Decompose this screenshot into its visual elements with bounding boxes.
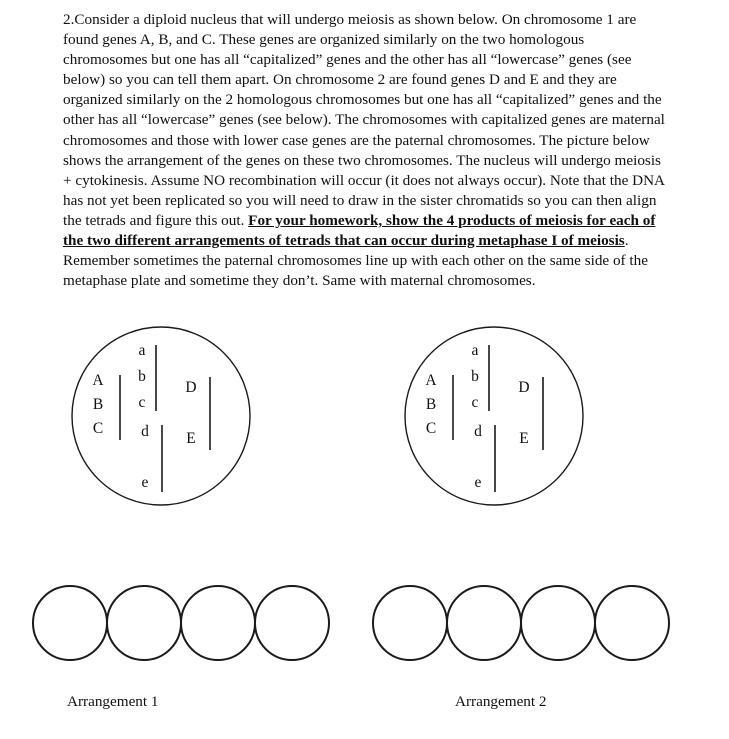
product-cell-circle <box>521 586 595 660</box>
product-cell-circle <box>595 586 669 660</box>
gene-label: d <box>141 423 149 440</box>
chromosome-1-maternal <box>92 372 120 440</box>
gene-label: e <box>141 474 149 491</box>
gene-label: E <box>186 430 196 447</box>
gene-label: b <box>471 368 479 385</box>
gene-label: A <box>425 372 437 389</box>
arrangement-2-label: Arrangement 2 <box>455 693 547 710</box>
nuclear-envelope-circle <box>72 327 250 505</box>
product-cell-circle <box>447 586 521 660</box>
chromosome-1-maternal <box>425 372 453 440</box>
arrangement-1-products <box>33 586 329 660</box>
chromosome-2-maternal <box>518 377 543 450</box>
product-cell-circle <box>373 586 447 660</box>
chromosome-2-maternal <box>185 377 210 450</box>
chromosome-2-paternal <box>474 423 495 492</box>
product-cell-circle <box>181 586 255 660</box>
gene-label: B <box>92 396 104 413</box>
chromosome-1-paternal <box>471 342 489 411</box>
gene-label: d <box>474 423 482 440</box>
gene-label: c <box>471 394 479 411</box>
product-cell-circle <box>33 586 107 660</box>
gene-label: c <box>138 394 146 411</box>
gene-label: A <box>92 372 104 389</box>
question-body-part-1: Consider a diploid nucleus that will undergo meiosis as shown below. On chromosome 1 are found genes A, B, and C. These genes are organized similarly on the two homologous chromosomes but one has all “capitalized” genes and the other has all “lowercase” genes (see below) so you can tell them apart. On chromosome 2 are found genes D and E and they are organized similarly on the 2 homologous chromosomes but one has all “capitalized” genes and the other has all “lowercase” genes (see below). The chromosomes with capitalized genes are maternal chromosomes and those with lower case genes are the paternal chromosomes. The picture below shows the arrangement of the genes on these two chromosomes. The nucleus will undergo meiosis + cytokinesis. Assume NO recombination will occur (it does not always occur). Note that the DNA has not yet been replicated so you will need to draw in the sister chromatids so you can then align the tetrads and figure this out. <box>63 11 665 229</box>
product-cell-circle <box>107 586 181 660</box>
chromosome-1-paternal <box>138 342 156 411</box>
arrangement-1-label: Arrangement 1 <box>67 693 159 710</box>
gene-label: B <box>425 396 437 413</box>
gene-label: a <box>138 342 146 359</box>
gene-label: a <box>471 342 479 359</box>
gene-label: C <box>425 420 437 437</box>
question-body-part-2: . Remember sometimes the paternal chromosomes line up with each other on the same side of the metaphase plate and sometime they don’t. Same with maternal chromosomes. <box>63 232 648 290</box>
homework-instruction-emphasis: For your homework, show the 4 products of meiosis for each of the two different arrangements of tetrads that can occur during metaphase I of meiosis <box>63 211 656 250</box>
gene-label: C <box>92 420 104 437</box>
question-number: 2. <box>63 11 75 28</box>
product-cell-circle <box>255 586 329 660</box>
arrangement-2-products <box>373 586 669 660</box>
nuclear-envelope-circle <box>405 327 583 505</box>
chromosome-2-paternal <box>141 423 162 492</box>
nucleus-cell-1 <box>72 327 250 505</box>
nucleus-cells-group <box>72 327 583 505</box>
gene-label: D <box>185 379 197 396</box>
nucleus-cell-2 <box>405 327 583 505</box>
gene-label: E <box>519 430 529 447</box>
gene-label: D <box>518 379 530 396</box>
question-text-block <box>63 10 671 291</box>
gene-label: b <box>138 368 146 385</box>
product-cells-group <box>33 586 669 660</box>
gene-label: e <box>474 474 482 491</box>
